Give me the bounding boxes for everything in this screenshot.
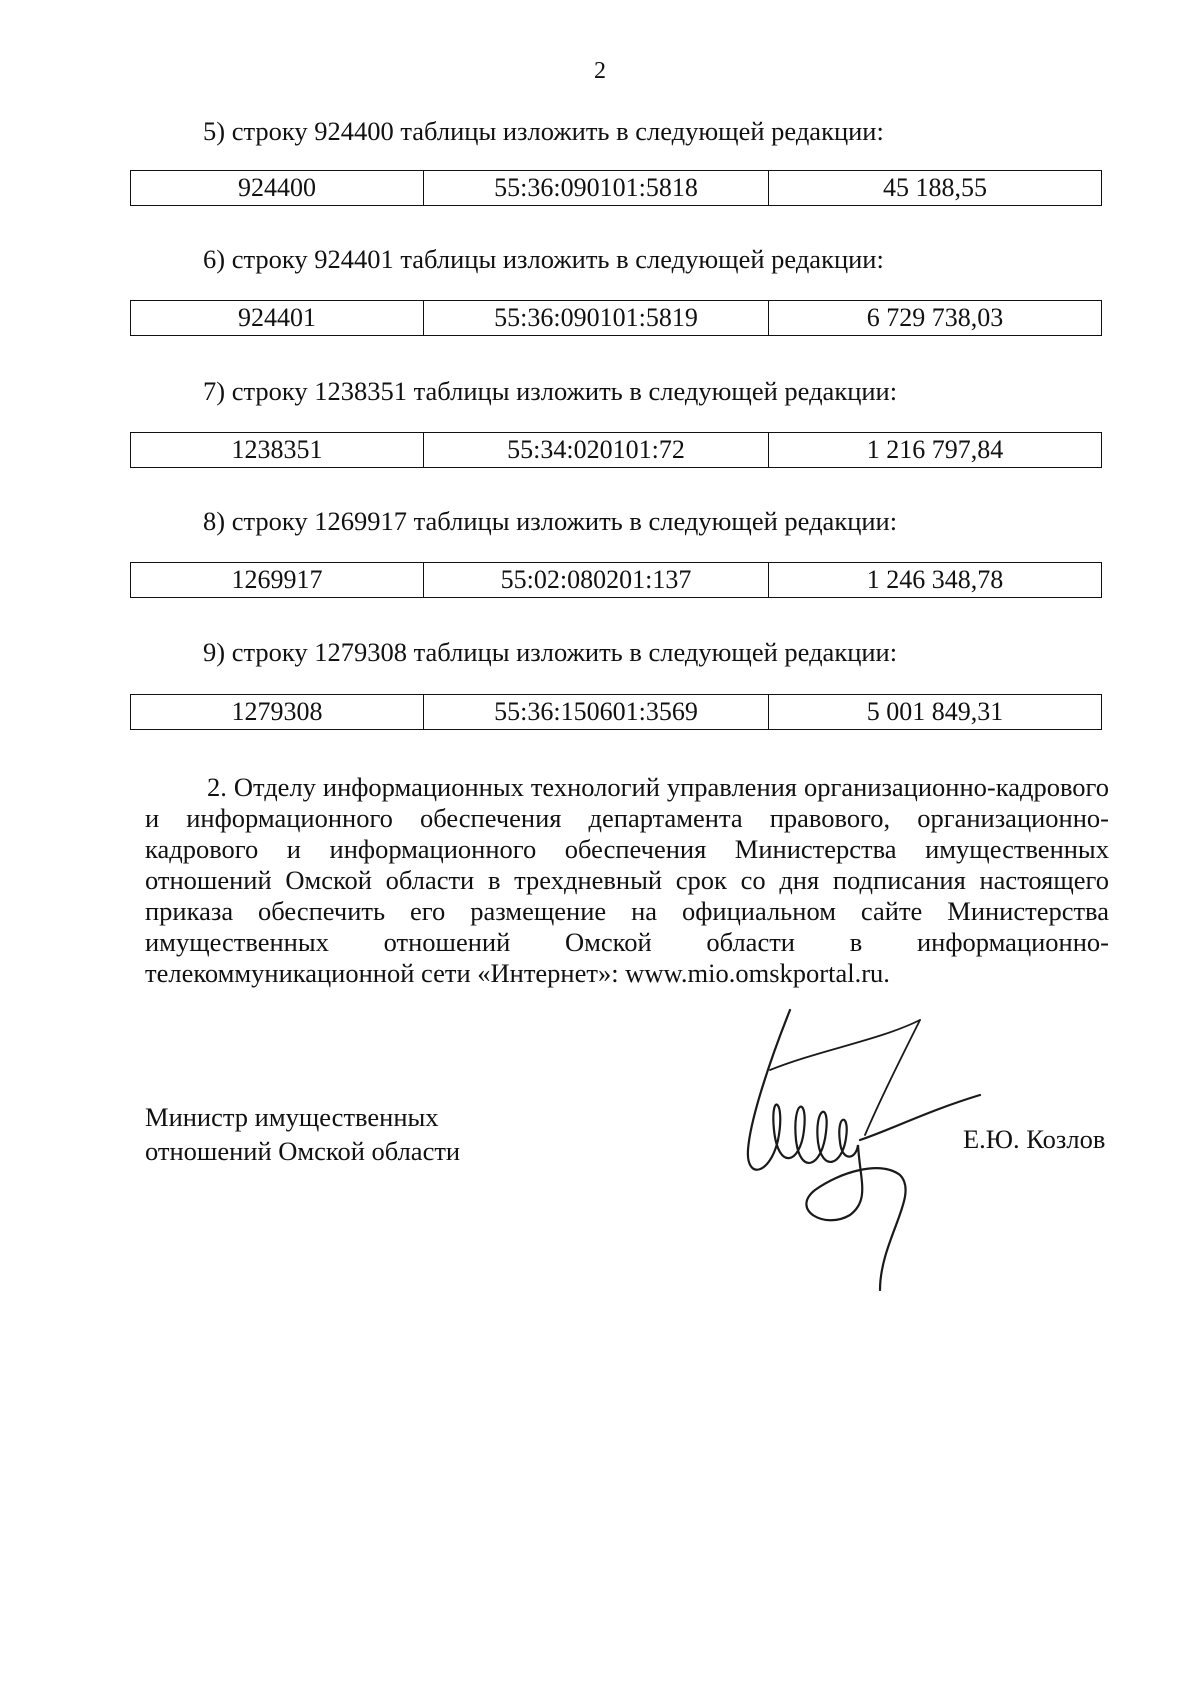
amendment-row-table [130, 694, 1102, 730]
table-cell-row-number: 1279308 [131, 695, 424, 730]
amendment-row-table [130, 432, 1102, 468]
amendment-heading: 9) строку 1279308 таблицы изложить в следующей редакции: [203, 637, 898, 667]
amendment-heading: 5) строку 924400 таблицы изложить в следующей редакции: [203, 116, 884, 146]
table-cell-cadastral-number: 55:36:150601:3569 [424, 695, 769, 730]
signatory-position [145, 1100, 460, 1168]
paragraph-2-text: 2. Отделу информационных технологий управления организационно-кадрового и информационного обеспечения департамента правового, организационно-кадрового и информационного обеспечения Министерства имущественных отношений Омской области в трехдневный срок со дня подписания настоящего приказа обеспечить его размещение на официальном сайте Министерства имущественных отношений Омской области в информационно-телекоммуникационной сети «Интернет»: www.mio.omskportal.ru. [145, 772, 1109, 988]
table-cell-cadastral-number: 55:36:090101:5818 [424, 171, 769, 206]
table-cell-cadastral-number: 55:34:020101:72 [424, 433, 769, 468]
amendment-row-table [130, 562, 1102, 598]
table-cell-row-number: 924401 [131, 301, 424, 336]
amendment-heading: 8) строку 1269917 таблицы изложить в следующей редакции: [203, 506, 898, 536]
paragraph-2 [145, 772, 1109, 989]
table-cell-row-number: 924400 [131, 171, 424, 206]
amendment-row-table [130, 170, 1102, 206]
amendment-heading: 7) строку 1238351 таблицы изложить в следующей редакции: [203, 376, 898, 406]
handwritten-signature [730, 1000, 990, 1300]
amendment-heading: 6) строку 924401 таблицы изложить в следующей редакции: [203, 244, 884, 274]
table-cell-value: 1 216 797,84 [769, 433, 1102, 468]
table-cell-value: 1 246 348,78 [769, 563, 1102, 598]
table-cell-value: 45 188,55 [769, 171, 1102, 206]
page-number: 2 [594, 58, 606, 84]
table-cell-cadastral-number: 55:02:080201:137 [424, 563, 769, 598]
signatory-position-line1: Министр имущественных [145, 1102, 439, 1132]
table-cell-cadastral-number: 55:36:090101:5819 [424, 301, 769, 336]
table-cell-value: 6 729 738,03 [769, 301, 1102, 336]
signatory-position-line2: отношений Омской области [145, 1136, 461, 1166]
amendment-row-table [130, 300, 1102, 336]
table-cell-row-number: 1238351 [131, 433, 424, 468]
table-cell-row-number: 1269917 [131, 563, 424, 598]
table-cell-value: 5 001 849,31 [769, 695, 1102, 730]
signatory-name: Е.Ю. Козлов [963, 1124, 1106, 1154]
